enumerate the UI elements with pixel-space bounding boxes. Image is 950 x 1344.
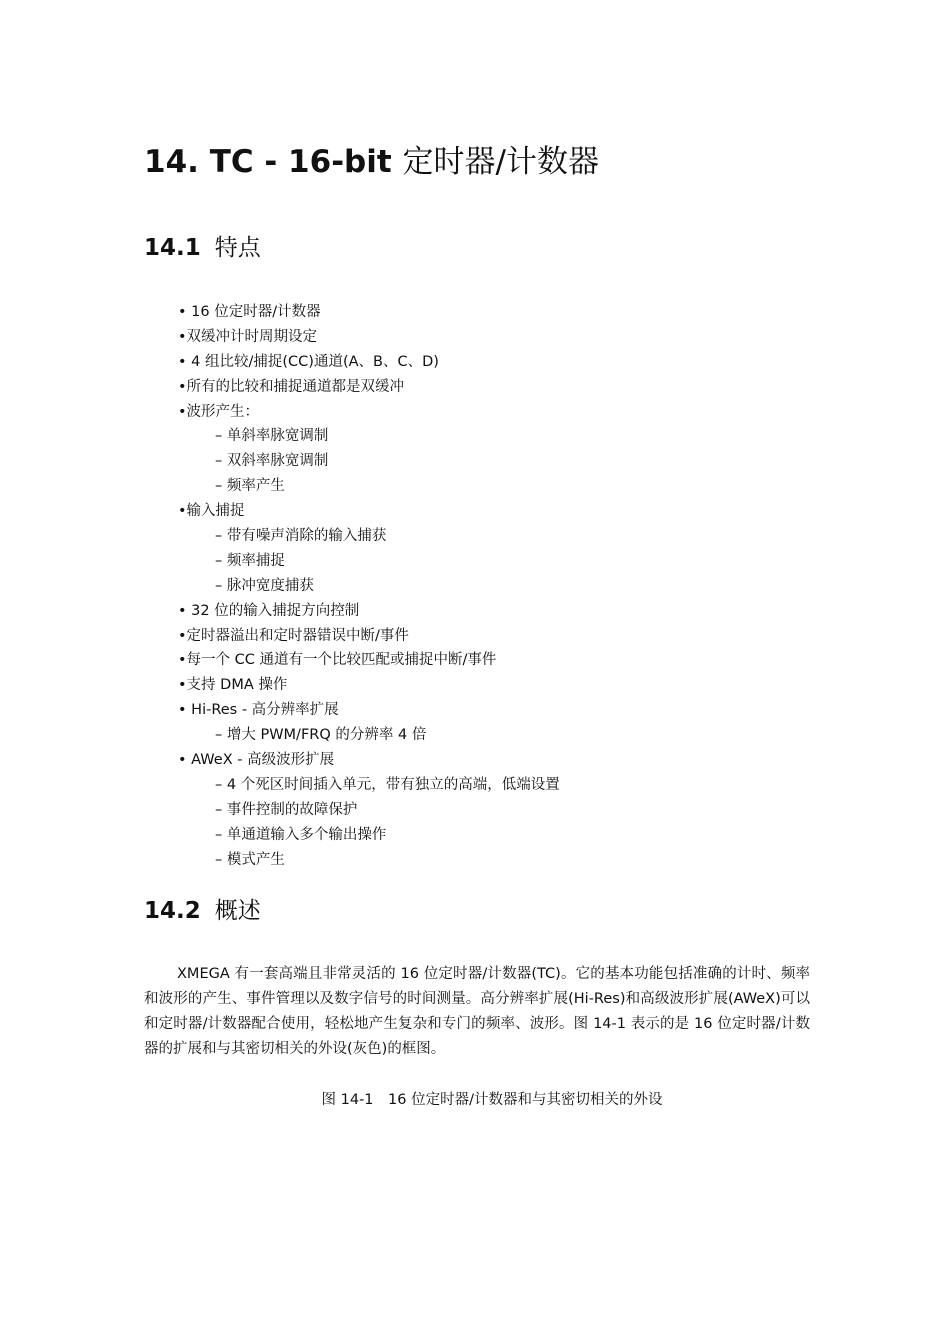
figure-caption: 图 14-1 16 位定时器/计数器和与其密切相关的外设 [321,1092,663,1108]
chapter-number: 14. TC - 16-bit [144,144,403,180]
feature-item: • 32 位的输入捕捉方向控制 [178,602,360,619]
feature-subitem: – 单斜率脉宽调制 [215,428,329,445]
feature-item: •每一个 CC 通道有一个比较匹配或捕捉中断/事件 [178,652,497,669]
section-number: 14.1 [144,235,201,261]
feature-subitem: – 频率捕捉 [215,552,285,569]
feature-subitem: – 频率产生 [215,478,285,495]
feature-subitem: – 模式产生 [215,851,285,868]
feature-item: • 16 位定时器/计数器 [178,304,321,320]
overview-paragraph: XMEGA 有一套高端且非常灵活的 16 位定时器/计数器(TC)。它的基本功能包括准确的计时、频率和波形的产生、事件管理以及数字信号的时间测量。高分辨率扩展(Hi-Res)和高级波形扩展(AWeX)可以和定时器/计数器配合使用，轻松地产生复杂和专门的频率、波形。图 14-1 表示的是 16 位定时器/计数器的扩展和与其密切相关的外设(灰色)的框图。 [144,966,810,1057]
feature-item: • Hi-Res - 高分辨率扩展 [178,702,339,719]
section-heading-overview [144,892,261,925]
feature-subitem: – 脉冲宽度捕获 [215,577,314,594]
feature-subitem: – 单通道输入多个输出操作 [215,826,387,843]
feature-item: •双缓冲计时周期设定 [178,328,318,345]
feature-item: •所有的比较和捕捉通道都是双缓冲 [178,378,405,395]
feature-subitem: – 双斜率脉宽调制 [215,453,329,470]
feature-item: •波形产生： [178,403,260,420]
feature-item: • 4 组比较/捕捉(CC)通道(A、B、C、D) [178,353,439,370]
section-number: 14.2 [144,898,201,924]
chapter-title [144,136,599,181]
feature-subitem: – 带有噪声消除的输入捕获 [215,528,387,545]
section-heading-features [144,229,261,262]
section-title-text: 特点 [214,235,261,261]
chapter-title-cn: 定时器/计数器 [402,144,599,180]
feature-subitem: – 4 个死区时间插入单元，带有独立的高端，低端设置 [215,776,560,793]
feature-item: •输入捕捉 [178,503,245,520]
feature-list [178,300,878,872]
feature-item: • AWeX - 高级波形扩展 [178,752,335,769]
feature-subitem: – 增大 PWM/FRQ 的分辨率 4 倍 [215,727,427,744]
section-title-text: 概述 [214,898,261,924]
feature-item: •支持 DMA 操作 [178,677,288,694]
feature-item: •定时器溢出和定时器错误中断/事件 [178,627,409,644]
feature-subitem: – 事件控制的故障保护 [215,801,358,818]
